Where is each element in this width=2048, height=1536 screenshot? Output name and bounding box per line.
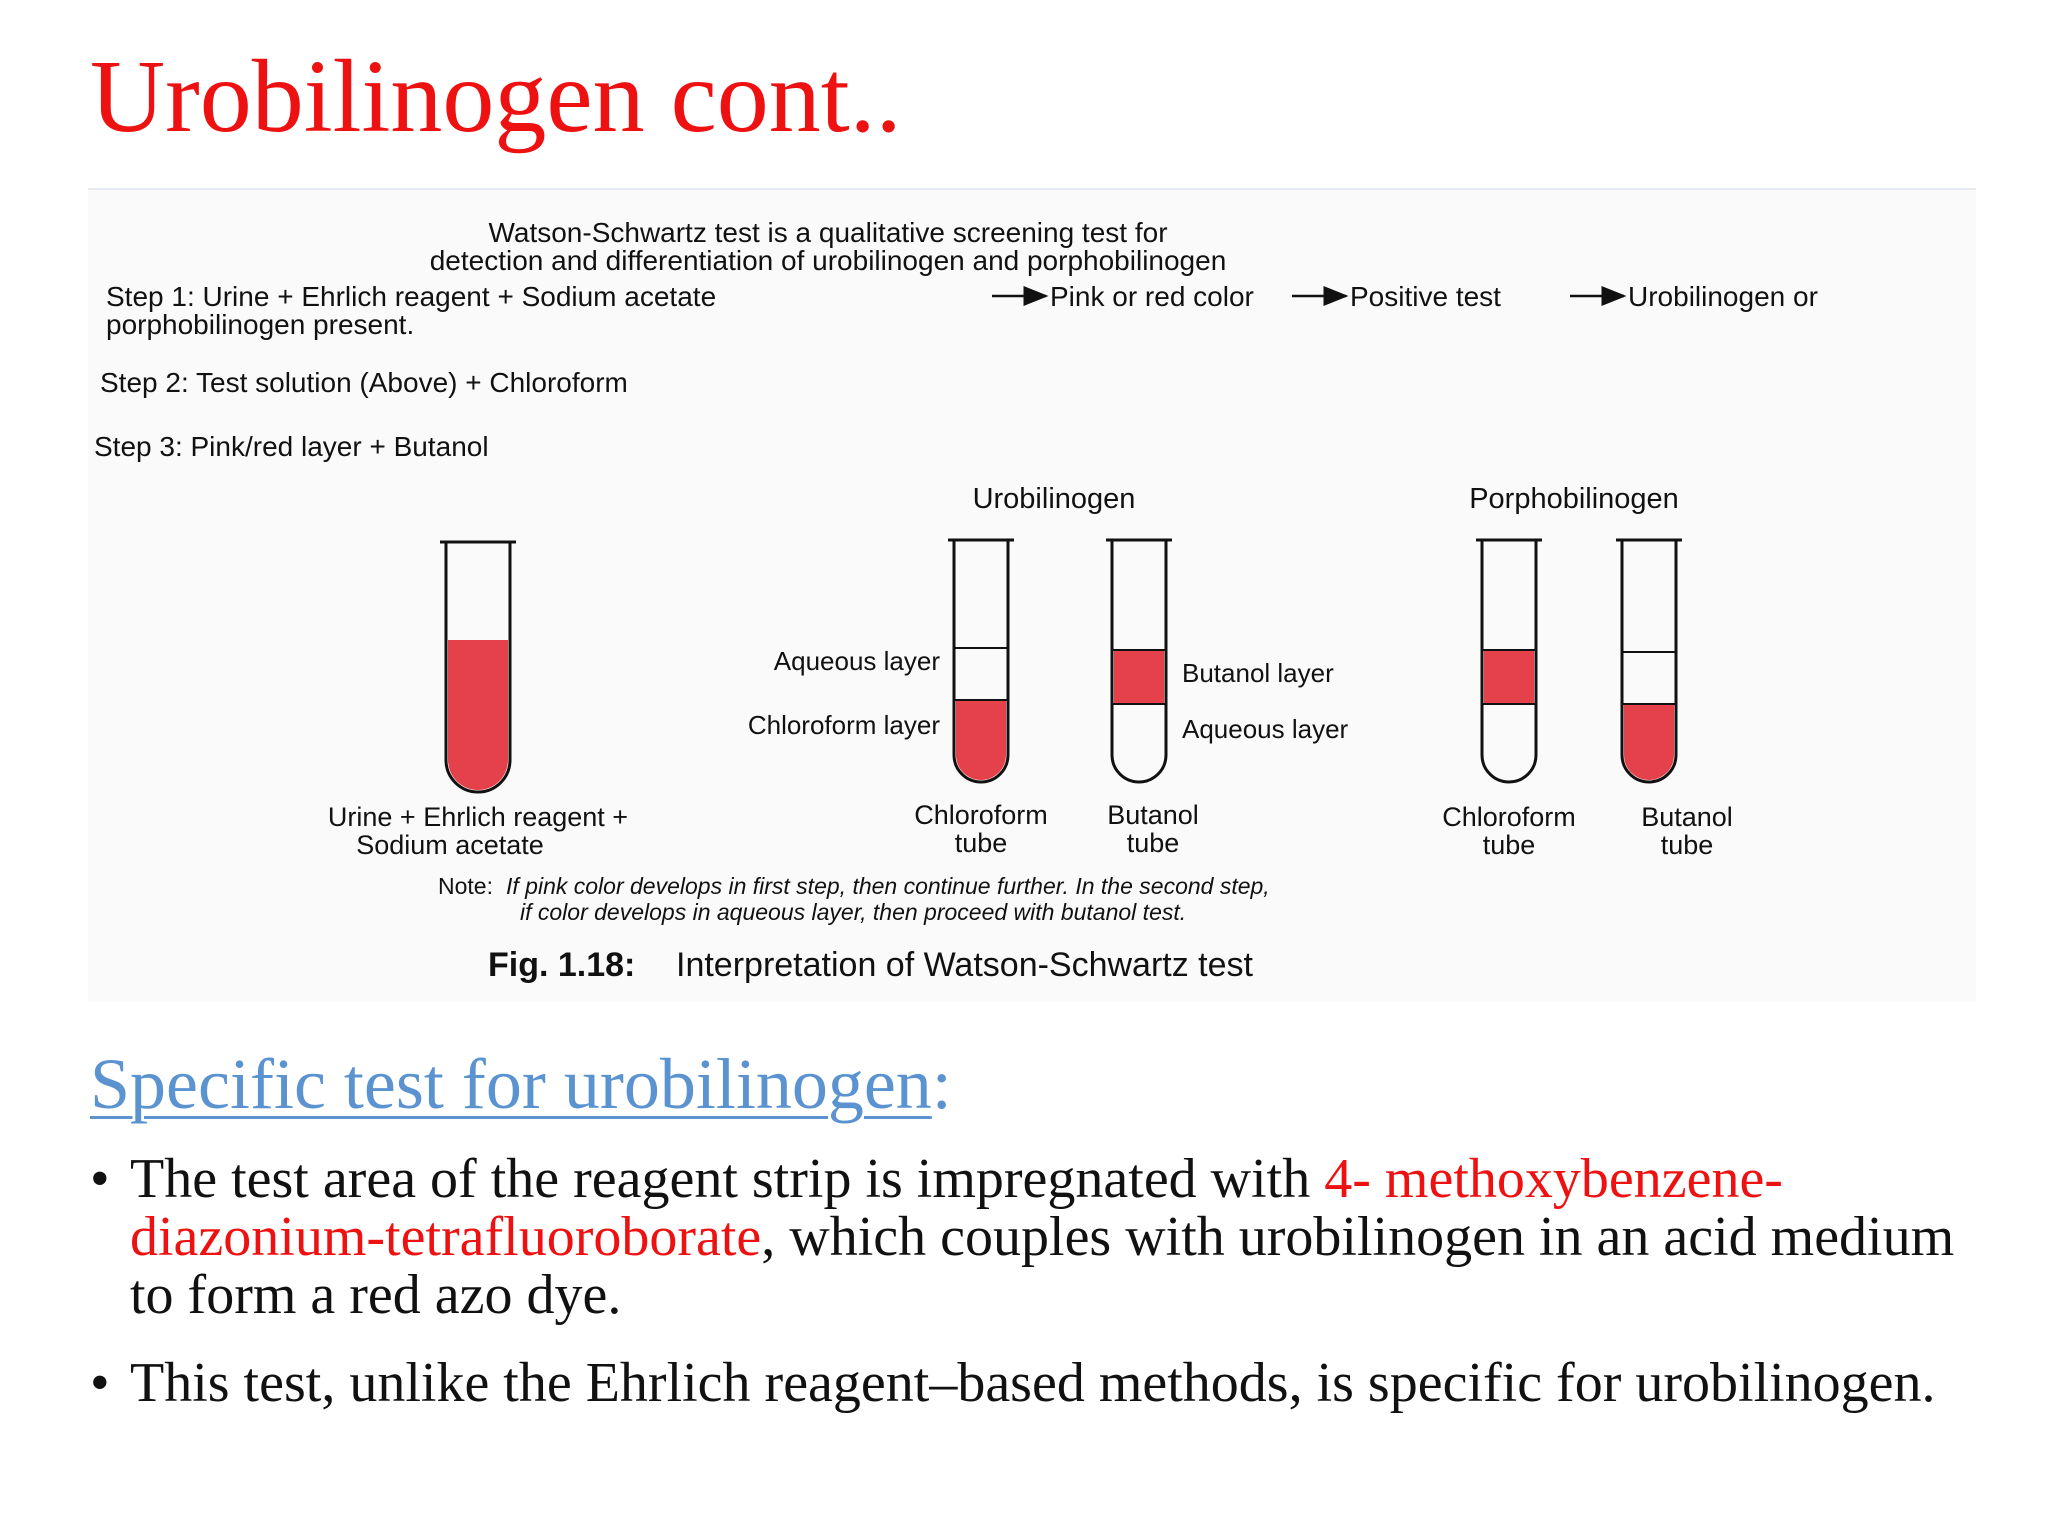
section-heading-colon: :: [931, 1044, 952, 1124]
figure-caption: Interpretation of Watson-Schwartz test: [676, 946, 1253, 984]
step1-positive: Positive test: [1350, 281, 1501, 312]
label-aqueous-left: Aqueous layer: [773, 646, 940, 676]
caption-tube-word-4: tube: [1660, 830, 1714, 860]
slide-title: Urobilinogen cont..: [90, 39, 902, 154]
tube-porphobilinogen-chloroform: [1476, 540, 1542, 782]
step1-text: Step 1: Urine + Ehrlich reagent + Sodium acetate: [106, 281, 717, 312]
figure-number: Fig. 1.18:: [488, 946, 636, 984]
bullet-1-text-after: , which couples with urobilinogen in an acid medium to form a red azo dye.: [130, 1206, 1955, 1326]
caption-tube1-line1: Urine + Ehrlich reagent +: [327, 802, 629, 832]
step1-result-cont: porphobilinogen present.: [106, 309, 415, 340]
group-porphobilinogen: Porphobilinogen: [1469, 483, 1679, 515]
tube-initial: [440, 542, 516, 792]
note-line-2: if color develops in aqueous layer, then proceed with butanol test.: [520, 899, 1187, 925]
caption-butanol-2: Butanol: [1641, 802, 1733, 832]
caption-tube-word-3: tube: [1482, 830, 1536, 860]
caption-tube1-line2: Sodium acetate: [356, 830, 544, 860]
caption-tube-word-2: tube: [1126, 828, 1180, 858]
watson-schwartz-figure: [88, 188, 1976, 1002]
step3-text: Step 3: Pink/red layer + Butanol: [94, 431, 489, 462]
bullet-1-reagent-name: 4- methoxybenzene-diazonium-tetrafluoroborate: [130, 1148, 1783, 1268]
label-aqueous-right: Aqueous layer: [1182, 714, 1349, 744]
intro-line-1: Watson-Schwartz test is a qualitative screening test for: [488, 217, 1168, 248]
bullet-1-text-before: The test area of the reagent strip is impregnated with: [130, 1148, 1325, 1210]
bullet-list: [90, 1150, 1980, 1442]
caption-butanol-1: Butanol: [1107, 800, 1199, 830]
tube-urobilinogen-chloroform: [948, 540, 1014, 782]
figure-diagram: [88, 190, 1976, 1002]
caption-tube-word-1: tube: [954, 828, 1008, 858]
section-heading-text: Specific test for urobilinogen: [90, 1044, 932, 1124]
caption-chloroform-2: Chloroform: [1442, 802, 1576, 832]
section-heading: [90, 1045, 952, 1124]
caption-chloroform-1: Chloroform: [914, 800, 1048, 830]
label-chloroform-left: Chloroform layer: [747, 710, 940, 740]
step1-result: Urobilinogen or: [1628, 281, 1818, 312]
step2-text: Step 2: Test solution (Above) + Chloroform: [100, 367, 628, 398]
group-urobilinogen: Urobilinogen: [972, 483, 1136, 515]
intro-line-2: detection and differentiation of urobilinogen and porphobilinogen: [429, 245, 1227, 276]
step1-pink-red: Pink or red color: [1050, 281, 1254, 312]
note-line-1: If pink color develops in first step, then continue further. In the second step,: [506, 873, 1270, 899]
bullet-item-2: [90, 1354, 1980, 1412]
bullet-2-text: This test, unlike the Ehrlich reagent–based methods, is specific for urobilinogen.: [130, 1352, 1936, 1414]
tube-porphobilinogen-butanol: [1616, 540, 1682, 782]
note-label: Note:: [438, 873, 493, 899]
bullet-item-1: [90, 1150, 1980, 1324]
tube-urobilinogen-butanol: [1106, 540, 1172, 782]
label-butanol-right: Butanol layer: [1182, 658, 1334, 688]
